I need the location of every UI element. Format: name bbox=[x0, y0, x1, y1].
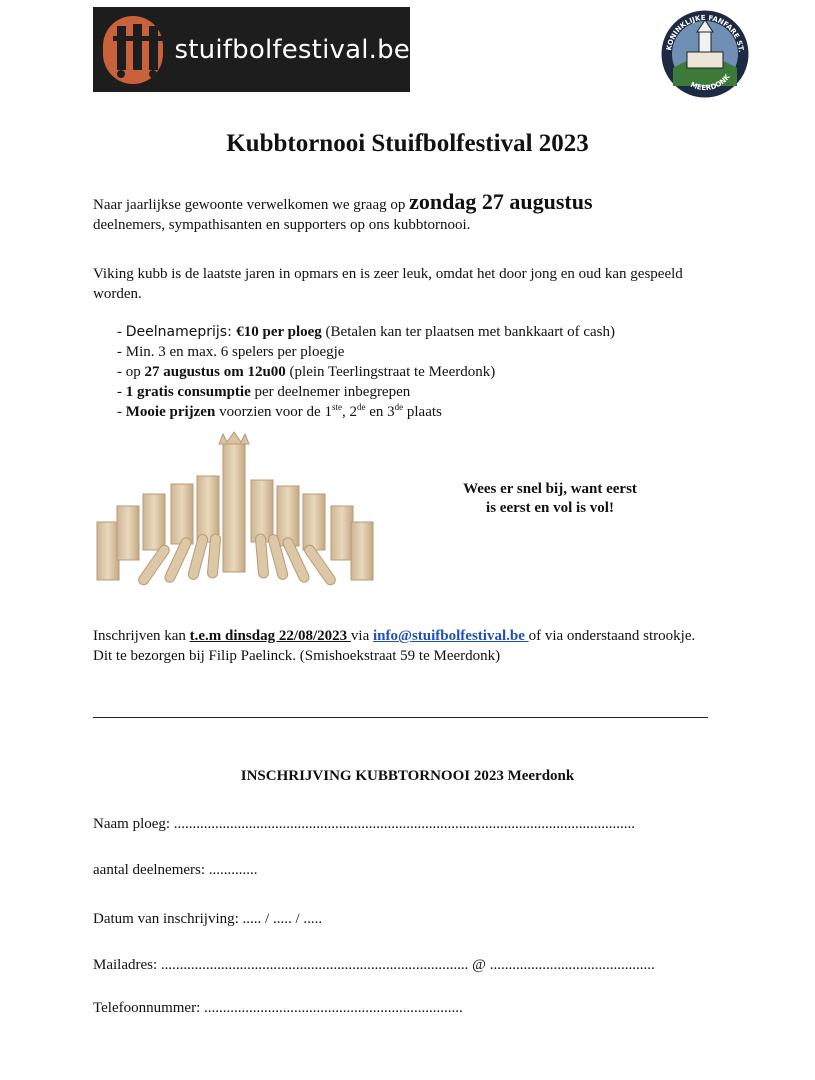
participants-field[interactable]: aantal deelnemers: ............. bbox=[93, 862, 258, 878]
page-title: Kubbtornooi Stuifbolfestival 2023 bbox=[226, 130, 589, 157]
info-list bbox=[117, 322, 737, 422]
registration-paragraph: Inschrijven kan t.e.m dinsdag 22/08/2023 via info@stuifbolfestival.be of via onderstaand strookje. Dit te bezorgen bij Filip Paelinck. (Smishoekstraat 59 te Meerdonk) bbox=[93, 628, 696, 664]
intro-rest: deelnemers, sympathisanten en supporters op ons kubbtornooi. bbox=[93, 217, 471, 233]
phone-field[interactable]: Telefoonnummer: ..................................................................... bbox=[93, 1000, 463, 1016]
intro-lead: Naar jaarlijkse gewoonte verwelkomen we graag op bbox=[93, 197, 410, 213]
team-name-field[interactable]: Naam ploeg: ........................................................................................................................... bbox=[93, 816, 636, 832]
svg-text:KONINKLIJKE FANFARE ST. CECILI: KONINKLIJKE FANFARE ST. bbox=[665, 13, 745, 53]
list-item: - Deelnameprijs: €10 per ploeg (Betalen kan ter plaatsen met bankkaart of cash) bbox=[117, 322, 737, 342]
form-title: INSCHRIJVING KUBBTORNOOI 2023 Meerdonk bbox=[240, 768, 575, 784]
cut-line bbox=[93, 717, 708, 718]
email-link[interactable]: info@stuifbolfestival.be bbox=[372, 628, 529, 644]
intro-paragraph bbox=[93, 189, 723, 235]
registration-date-field[interactable]: Datum van inschrijving: ..... / ..... / ..... bbox=[93, 911, 323, 927]
list-item: - op 27 augustus om 12u00 (plein Teerlingstraat te Meerdonk) bbox=[117, 362, 737, 382]
event-date: zondag 27 augustus bbox=[409, 189, 593, 214]
logo-wordmark: stuifbolfestival.be bbox=[174, 34, 410, 65]
list-item: - Mooie prijzen voorzien voor de 1ste, 2de en 3de plaats bbox=[117, 402, 737, 422]
info-list-container bbox=[117, 322, 737, 422]
svg-text:MEERDONK: MEERDONK bbox=[689, 72, 732, 93]
viking-paragraph: Viking kubb is de laatste jaren in opmars en is zeer leuk, omdat het door jong en oud kan gespeeld worden. bbox=[93, 266, 683, 302]
deadline: t.e.m dinsdag 22/08/2023 bbox=[189, 628, 351, 644]
email-field[interactable]: Mailadres: .................................................................................. @ ............................................ bbox=[93, 957, 655, 973]
fanfare-seal-icon bbox=[659, 8, 751, 100]
list-item: - Min. 3 en max. 6 spelers per ploegje bbox=[117, 342, 737, 362]
list-item: - 1 gratis consumptie per deelnemer inbegrepen bbox=[117, 382, 737, 402]
callout-text: Wees er snel bij, want eerst is eerst en vol is vol! bbox=[463, 481, 637, 516]
stuifbolfestival-logo bbox=[93, 7, 410, 92]
kubb-game-image bbox=[93, 430, 383, 590]
stuifbol-icon bbox=[103, 16, 163, 84]
